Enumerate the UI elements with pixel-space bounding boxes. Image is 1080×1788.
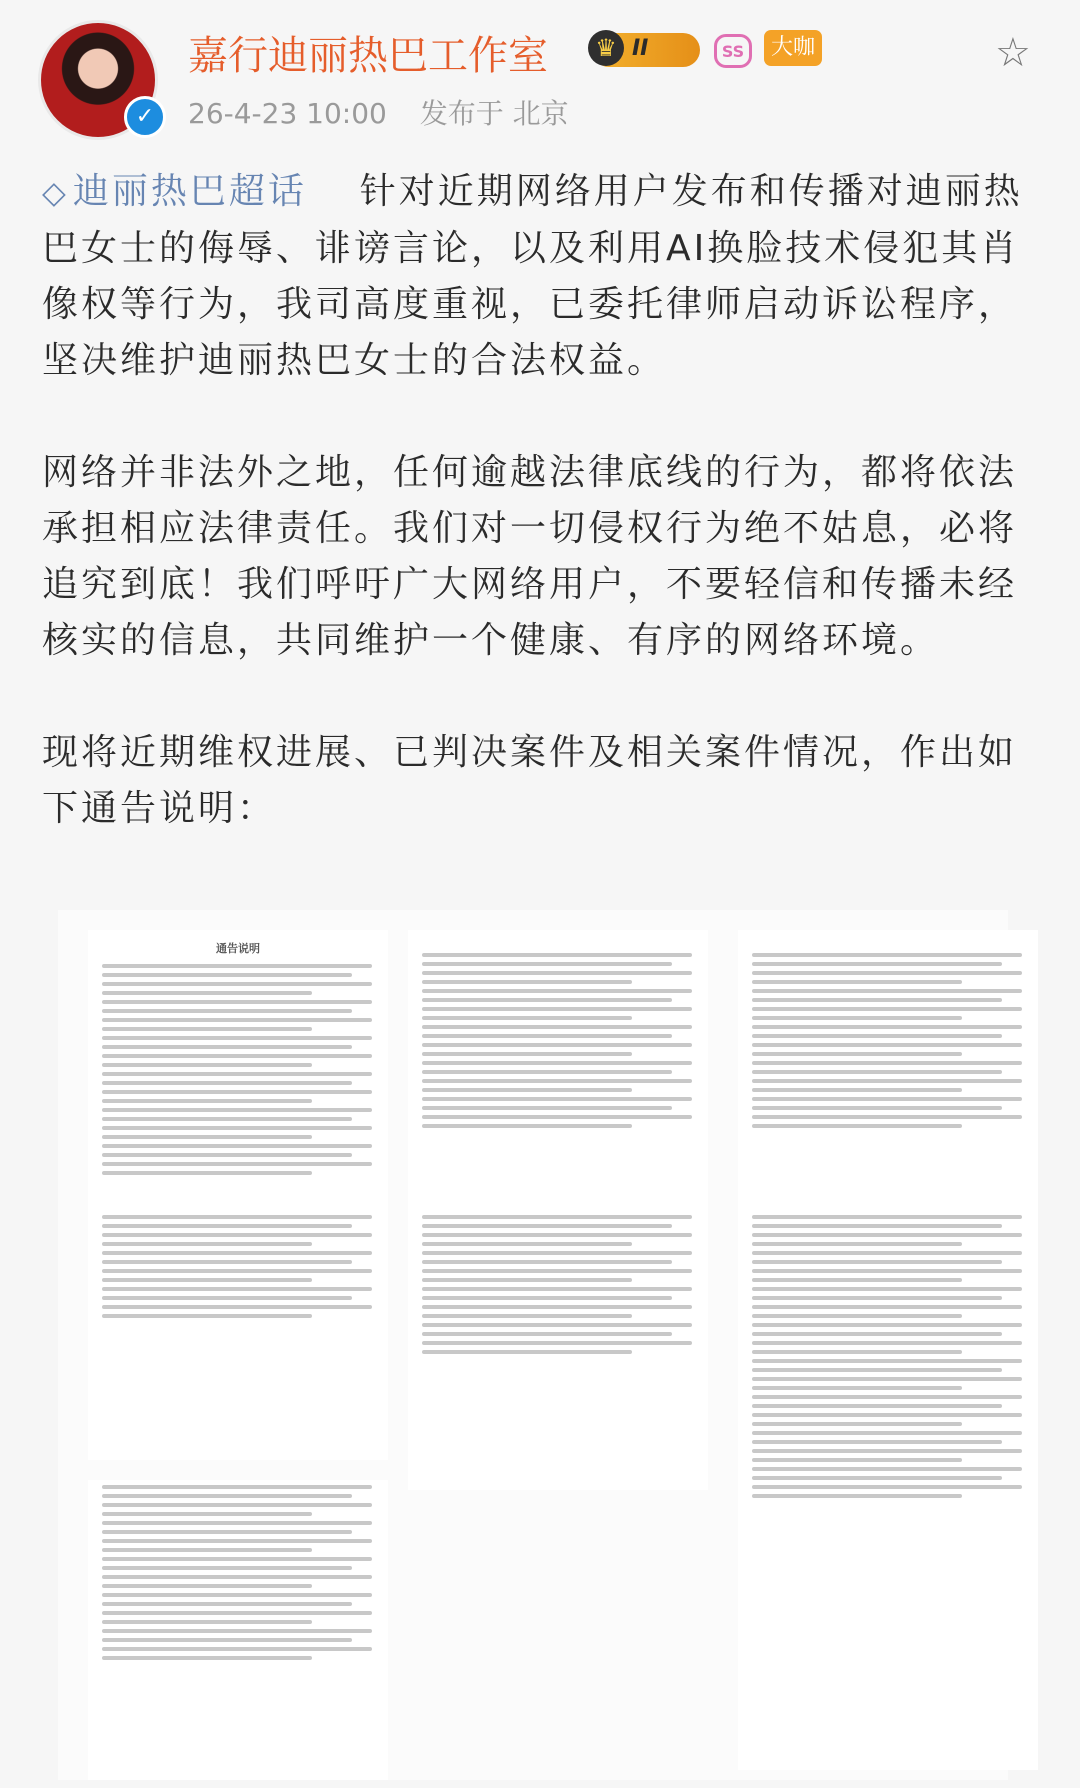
member-crown-badge[interactable] bbox=[592, 33, 700, 67]
star-outline-icon[interactable]: ☆ bbox=[995, 30, 1031, 76]
post-meta bbox=[188, 92, 569, 132]
document-page bbox=[738, 1210, 1038, 1770]
document-page bbox=[88, 1480, 388, 1780]
topic-link[interactable]: ◇ 迪丽热巴超话 bbox=[42, 171, 307, 212]
post-paragraph-2: 网络并非法外之地，任何逾越法律底线的行为，都将依法承担相应法律责任。我们对一切侵权行为绝不姑息，必将追究到底！我们呼吁广大网络用户，不要轻信和传播未经核实的信息，共同维护一个健康、有序的网络环境。 bbox=[42, 452, 1018, 661]
document-title: 通告说明 bbox=[216, 942, 260, 955]
super-fan-badge[interactable]: SS bbox=[714, 34, 752, 68]
member-level: II bbox=[632, 36, 649, 61]
diamond-icon: ◇ bbox=[42, 175, 69, 211]
big-shot-badge[interactable]: 大咖 bbox=[764, 30, 822, 66]
post-source: 发布于 北京 bbox=[419, 97, 569, 130]
paragraph-text-1: 针对近期网络用户发布和传播对迪丽热巴女士的侮辱、诽谤言论，以及利用AI换脸技术侵犯其肖像权等行为，我司高度重视，已委托律师启动诉讼程序，坚决维护迪丽热巴女士的合法权益。 bbox=[42, 171, 1023, 381]
verified-check-icon: ✓ bbox=[124, 96, 166, 138]
crown-icon: ♛ bbox=[588, 30, 624, 66]
document-page bbox=[88, 1210, 388, 1460]
post-paragraph-1 bbox=[42, 164, 1040, 389]
post-paragraph-3: 现将近期维权进展、已判决案件及相关案件情况，作出如下通告说明： bbox=[42, 732, 1018, 829]
post-time: 26-4-23 10:00 bbox=[188, 97, 387, 130]
document-page bbox=[408, 1210, 708, 1490]
post-image[interactable] bbox=[58, 910, 1008, 1780]
author-name[interactable]: 嘉行迪丽热巴工作室 bbox=[188, 33, 548, 79]
post-content bbox=[42, 164, 1040, 837]
